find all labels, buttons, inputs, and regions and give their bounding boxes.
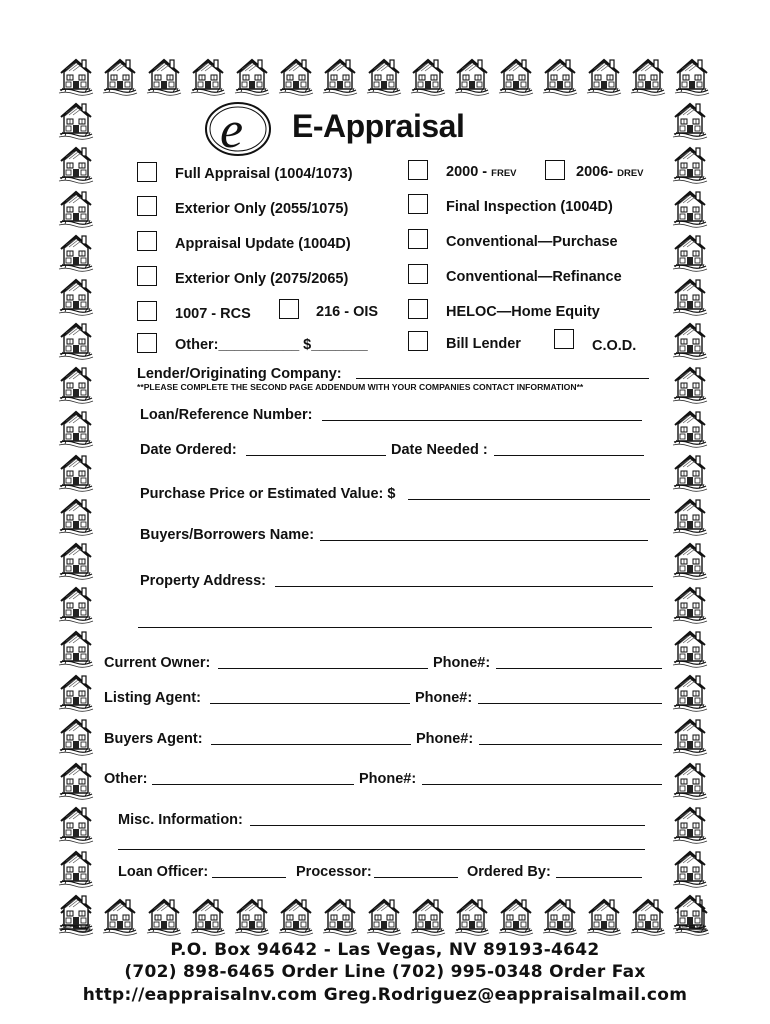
house-icon <box>672 320 708 360</box>
property-address-line-2[interactable] <box>138 627 652 628</box>
house-icon <box>672 364 708 404</box>
house-icon <box>672 496 708 536</box>
loan-ref-label: Loan/Reference Number: <box>140 407 313 423</box>
ois-216-label: 216 - OIS <box>316 304 379 320</box>
house-icon <box>366 56 402 96</box>
house-icon <box>278 56 314 96</box>
house-icon <box>58 628 94 668</box>
house-icon <box>630 56 666 96</box>
conv-purchase-checkbox[interactable] <box>408 229 428 249</box>
other-phone-label: Phone#: <box>359 771 417 787</box>
page-title: E-Appraisal <box>292 108 465 144</box>
property-address-input-line[interactable] <box>275 586 653 587</box>
cod-label: C.O.D. <box>592 338 637 354</box>
house-icon <box>454 896 490 936</box>
house-icon <box>542 896 578 936</box>
owner-phone-input-line[interactable] <box>496 668 662 669</box>
owner-phone-label: Phone#: <box>433 655 491 671</box>
listing-phone-input-line[interactable] <box>478 703 662 704</box>
house-icon <box>674 56 710 96</box>
processor-input-line[interactable] <box>374 877 458 878</box>
house-icon <box>672 804 708 844</box>
ois-216-checkbox[interactable] <box>279 299 299 319</box>
bill-lender-label: Bill Lender <box>446 336 521 352</box>
other-label: Other:__________ $_______ <box>175 337 368 353</box>
lender-input-line[interactable] <box>356 378 649 379</box>
full-appraisal-label: Full Appraisal (1004/1073) <box>175 166 353 182</box>
appraisal-update-checkbox[interactable] <box>137 231 157 251</box>
house-icon <box>58 364 94 404</box>
exterior-2055-checkbox[interactable] <box>137 196 157 216</box>
conv-refinance-label: Conventional—Refinance <box>446 269 622 285</box>
misc-info-label: Misc. Information: <box>118 812 243 828</box>
house-icon <box>146 896 182 936</box>
purchase-price-input-line[interactable] <box>408 499 650 500</box>
conv-purchase-label: Conventional—Purchase <box>446 234 618 250</box>
house-icon <box>58 452 94 492</box>
listing-phone-label: Phone#: <box>415 690 473 706</box>
ordered-by-input-line[interactable] <box>556 877 642 878</box>
house-icon <box>322 56 358 96</box>
house-icon <box>322 896 358 936</box>
buyers-name-label: Buyers/Borrowers Name: <box>140 527 315 543</box>
house-icon <box>672 540 708 580</box>
frev-checkbox[interactable] <box>408 160 428 180</box>
lender-label: Lender/Originating Company: <box>137 366 342 382</box>
buyers-name-input-line[interactable] <box>320 540 648 541</box>
house-icon <box>278 896 314 936</box>
final-inspection-label: Final Inspection (1004D) <box>446 199 613 215</box>
footer-web: http://eappraisalnv.com Greg.Rodriguez@eappraisalmail.com <box>82 985 688 1005</box>
full-appraisal-checkbox[interactable] <box>137 162 157 182</box>
exterior-2075-checkbox[interactable] <box>137 266 157 286</box>
rcs-1007-checkbox[interactable] <box>137 301 157 321</box>
house-icon <box>234 896 270 936</box>
rcs-1007-label: 1007 - RCS <box>175 306 251 322</box>
heloc-label: HELOC—Home Equity <box>446 304 600 320</box>
house-icon <box>58 408 94 448</box>
other-contact-label: Other: <box>104 771 148 787</box>
house-icon <box>586 56 622 96</box>
listing-agent-input-line[interactable] <box>210 703 410 704</box>
ordered-by-label: Ordered By: <box>467 864 551 880</box>
house-icon <box>630 896 666 936</box>
house-icon <box>234 56 270 96</box>
house-icon <box>672 584 708 624</box>
footer-phones: (702) 898-6465 Order Line (702) 995-0348 Order Fax <box>124 962 646 982</box>
purchase-price-label: Purchase Price or Estimated Value: $ <box>140 486 396 502</box>
final-inspection-checkbox[interactable] <box>408 194 428 214</box>
exterior-2055-label: Exterior Only (2055/1075) <box>175 201 349 217</box>
house-icon <box>672 848 708 888</box>
date-needed-input-line[interactable] <box>494 455 644 456</box>
house-icon <box>672 188 708 228</box>
other-checkbox[interactable] <box>137 333 157 353</box>
house-icon <box>58 232 94 272</box>
house-icon <box>366 896 402 936</box>
house-icon <box>672 144 708 184</box>
house-icon <box>58 188 94 228</box>
conv-refinance-checkbox[interactable] <box>408 264 428 284</box>
house-icon <box>58 584 94 624</box>
house-icon <box>672 232 708 272</box>
heloc-checkbox[interactable] <box>408 299 428 319</box>
house-icon <box>672 760 708 800</box>
drev-checkbox[interactable] <box>545 160 565 180</box>
footer-address: P.O. Box 94642 - Las Vegas, NV 89193-4642 <box>170 940 600 960</box>
house-icon <box>58 56 94 96</box>
house-icon <box>410 896 446 936</box>
house-icon <box>58 276 94 316</box>
house-icon <box>58 540 94 580</box>
house-icon <box>58 144 94 184</box>
house-icon <box>586 896 622 936</box>
house-icon <box>58 496 94 536</box>
house-icon <box>410 56 446 96</box>
house-icon <box>58 716 94 756</box>
buyers-phone-label: Phone#: <box>416 731 474 747</box>
bill-lender-checkbox[interactable] <box>408 331 428 351</box>
e-logo-icon <box>200 97 272 159</box>
processor-label: Processor: <box>296 864 372 880</box>
house-icon <box>498 896 534 936</box>
house-icon <box>542 56 578 96</box>
house-icon <box>672 276 708 316</box>
house-icon <box>58 848 94 888</box>
loan-ref-input-line[interactable] <box>322 420 642 421</box>
house-icon <box>58 892 94 932</box>
house-icon <box>102 56 138 96</box>
appraisal-update-label: Appraisal Update (1004D) <box>175 236 351 252</box>
house-icon <box>454 56 490 96</box>
other-contact-input-line[interactable] <box>152 784 354 785</box>
logo-letter: e <box>220 102 244 159</box>
house-icon <box>672 628 708 668</box>
addendum-note: **PLEASE COMPLETE THE SECOND PAGE ADDENDUM WITH YOUR COMPANIES CONTACT INFORMATION** <box>137 382 584 392</box>
house-icon <box>190 56 226 96</box>
house-icon <box>672 452 708 492</box>
listing-agent-label: Listing Agent: <box>104 690 201 706</box>
house-icon <box>672 716 708 756</box>
date-ordered-label: Date Ordered: <box>140 442 237 458</box>
house-icon <box>146 56 182 96</box>
misc-info-input-line[interactable] <box>250 825 645 826</box>
date-needed-label: Date Needed : <box>391 442 488 458</box>
house-icon <box>498 56 534 96</box>
drev-label: 2006- DREV <box>576 164 644 180</box>
house-icon <box>58 804 94 844</box>
misc-info-line-2[interactable] <box>118 849 645 850</box>
buyers-agent-label: Buyers Agent: <box>104 731 203 747</box>
house-icon <box>190 896 226 936</box>
current-owner-label: Current Owner: <box>104 655 211 671</box>
house-icon <box>102 896 138 936</box>
house-icon <box>58 100 94 140</box>
loan-officer-input-line[interactable] <box>212 877 286 878</box>
house-icon <box>672 408 708 448</box>
house-icon <box>672 672 708 712</box>
buyers-agent-input-line[interactable] <box>211 744 411 745</box>
buyers-phone-input-line[interactable] <box>479 744 662 745</box>
frev-label: 2000 - FREV <box>446 164 517 180</box>
property-address-label: Property Address: <box>140 573 266 589</box>
house-icon <box>58 320 94 360</box>
house-icon <box>672 100 708 140</box>
house-icon <box>58 760 94 800</box>
cod-checkbox[interactable] <box>554 329 574 349</box>
house-icon <box>58 672 94 712</box>
current-owner-input-line[interactable] <box>218 668 428 669</box>
loan-officer-label: Loan Officer: <box>118 864 209 880</box>
other-phone-input-line[interactable] <box>422 784 662 785</box>
exterior-2075-label: Exterior Only (2075/2065) <box>175 271 349 287</box>
house-icon <box>672 892 708 932</box>
date-ordered-input-line[interactable] <box>246 455 386 456</box>
